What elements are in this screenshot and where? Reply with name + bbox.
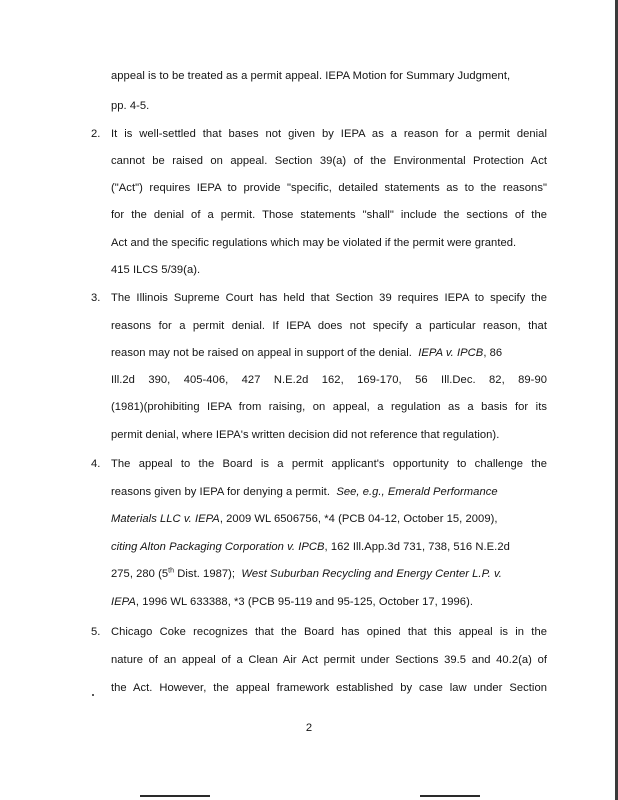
text-line: cannot be raised on appeal. Section 39(a) of the Environmental Protection Act <box>111 155 547 167</box>
text-run: reasons given by IEPA for denying a permit. <box>111 486 330 498</box>
case-name: IEPA v. IPCB <box>418 347 484 359</box>
scan-artifact <box>420 795 480 797</box>
ordinal-suffix: th <box>168 567 175 575</box>
page-number: 2 <box>305 722 313 734</box>
text-line: Ill.2d 390, 405-406, 427 N.E.2d 162, 169-170, 56 Ill.Dec. 82, 89-90 <box>111 374 547 386</box>
text-run: reason may not be raised on appeal in support of the denial. <box>111 347 412 359</box>
text-line <box>111 485 498 499</box>
text-line <box>111 595 473 609</box>
text-line: ("Act") requires IEPA to provide "specific, detailed statements as to the reasons" <box>111 182 547 194</box>
paragraph-number: 5. <box>91 626 101 638</box>
text-run: Dist. 1987); <box>174 568 236 580</box>
text-line: Chicago Coke recognizes that the Board has opined that this appeal is in the <box>111 626 547 638</box>
case-name: Materials LLC v. IEPA <box>111 513 220 525</box>
text-line: Act and the specific regulations which may be violated if the permit were granted. <box>111 237 517 249</box>
text-run: 275, 280 (5 <box>111 568 169 580</box>
text-line <box>111 512 498 526</box>
text-line: 415 ILCS 5/39(a). <box>111 264 201 276</box>
text-line: reasons for a permit denial. If IEPA does not specify a particular reason, that <box>111 320 547 332</box>
text-line: nature of an appeal of a Clean Air Act permit under Sections 39.5 and 40.2(a) of <box>111 654 547 666</box>
paragraph-number: 4. <box>91 458 101 470</box>
text-line: (1981)(prohibiting IEPA from raising, on appeal, a regulation as a basis for its <box>111 401 547 413</box>
text-line <box>111 540 510 554</box>
paragraph-number: 3. <box>91 292 101 304</box>
text-run: , 1996 WL 633388, *3 (PCB 95-119 and 95-125, October 17, 1996). <box>135 596 474 608</box>
text-line: It is well-settled that bases not given by IEPA as a reason for a permit denial <box>111 128 547 140</box>
text-line <box>111 567 502 581</box>
text-line: The appeal to the Board is a permit applicant's opportunity to challenge the <box>111 458 547 470</box>
text-line: for the denial of a permit. Those statements "shall" include the sections of the <box>111 209 547 221</box>
text-run: , 86 <box>483 347 503 359</box>
case-name: citing Alton Packaging Corporation v. IPCB <box>111 541 325 553</box>
text-run: , 162 Ill.App.3d 731, 738, 516 N.E.2d <box>324 541 510 553</box>
scan-artifact <box>140 795 210 797</box>
paragraph-number: 2. <box>91 128 101 140</box>
text-run: , 2009 WL 6506756, *4 (PCB 04-12, October 15, 2009), <box>219 513 498 525</box>
text-line: pp. 4-5. <box>111 100 150 112</box>
text-line: appeal is to be treated as a permit appeal. IEPA Motion for Summary Judgment, <box>111 70 511 82</box>
text-line: the Act. However, the appeal framework established by case law under Section <box>111 682 547 694</box>
text-line <box>111 346 502 360</box>
scan-speck <box>92 694 94 696</box>
case-name: IEPA <box>111 596 136 608</box>
citation-signal: See, e.g., Emerald Performance <box>336 486 498 498</box>
text-line: The Illinois Supreme Court has held that Section 39 requires IEPA to specify the <box>111 292 547 304</box>
case-name: West Suburban Recycling and Energy Center L.P. v. <box>241 568 502 580</box>
text-line: permit denial, where IEPA's written decision did not reference that regulation). <box>111 429 500 441</box>
